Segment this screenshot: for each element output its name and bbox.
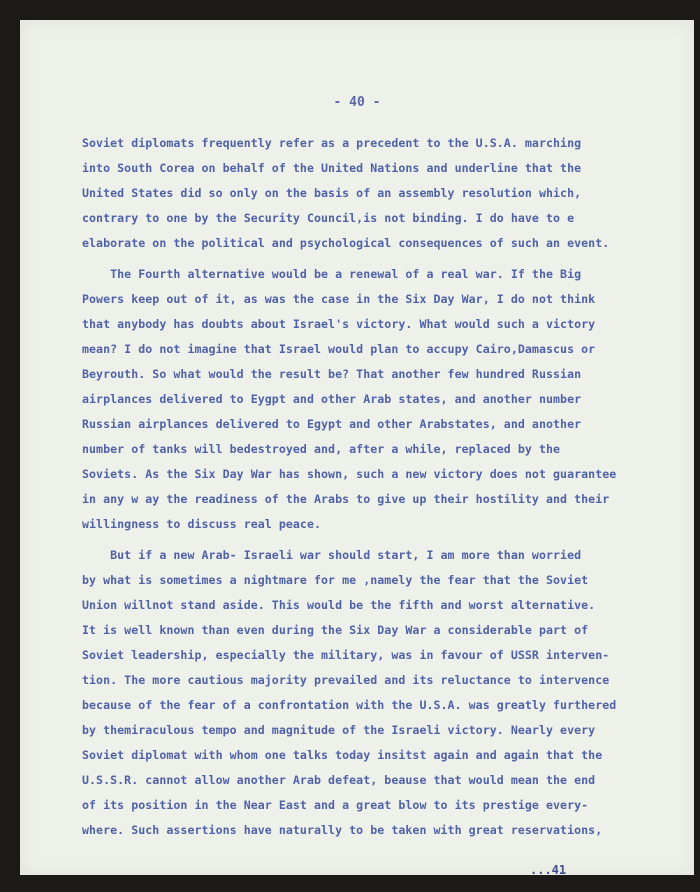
text-line: number of tanks will bedestroyed and, after a while, replaced by the	[82, 442, 561, 456]
text-line: of its position in the Near East and a great blow to its prestige every-	[82, 798, 589, 812]
text-line: But if a new Arab- Israeli war should start, I am more than worried	[82, 548, 582, 562]
text-line: Soviet diplomats frequently refer as a precedent to the U.S.A. marching	[82, 136, 582, 150]
text-line: elaborate on the political and psychological consequences of such an event.	[82, 236, 610, 250]
typewritten-page	[20, 20, 694, 875]
text-line: by what is sometimes a nightmare for me ,namely the fear that the Soviet	[82, 573, 589, 587]
body-text	[82, 131, 694, 843]
text-line: It is well known than even during the Six Day War a considerable part of	[82, 623, 589, 637]
text-line: that anybody has doubts about Israel's victory. What would such a victory	[82, 317, 596, 331]
text-line: Russian airplances delivered to Egypt and other Arabstates, and another	[82, 417, 582, 431]
text-line: Powers keep out of it, as was the case in the Six Day War, I do not think	[82, 292, 596, 306]
text-line: Soviets. As the Six Day War has shown, such a new victory does not guarantee	[82, 467, 617, 481]
text-line: Beyrouth. So what would the result be? That another few hundred Russian	[82, 367, 582, 381]
text-line: airplances delivered to Eygpt and other Arab states, and another number	[82, 392, 582, 406]
text-line: U.S.S.R. cannot allow another Arab defeat, beause that would mean the end	[82, 773, 596, 787]
text-line: mean? I do not imagine that Israel would plan to accupy Cairo,Damascus or	[82, 342, 596, 356]
text-line: into South Corea on behalf of the United Nations and underline that the	[82, 161, 582, 175]
text-line: contrary to one by the Security Council,is not binding. I do have to e	[82, 211, 575, 225]
text-line: The Fourth alternative would be a renewal of a real war. If the Big	[82, 267, 582, 281]
text-line: because of the fear of a confrontation with the U.S.A. was greatly furthered	[82, 698, 617, 712]
text-line: by themiraculous tempo and magnitude of the Israeli victory. Nearly every	[82, 723, 596, 737]
text-line: Soviet diplomat with whom one talks today insitst again and again that the	[82, 748, 603, 762]
text-line: in any w ay the readiness of the Arabs to give up their hostility and their	[82, 492, 610, 506]
text-line: tion. The more cautious majority prevailed and its reluctance to intervence	[82, 673, 610, 687]
text-line: where. Such assertions have naturally to be taken with great reservations,	[82, 823, 603, 837]
text-line: Union willnot stand aside. This would be the fifth and worst alternative.	[82, 598, 596, 612]
text-line: willingness to discuss real peace.	[82, 517, 322, 531]
page-number: - 40 -	[333, 95, 381, 110]
text-line: Soviet leadership, especially the military, was in favour of USSR interven-	[82, 648, 610, 662]
continuation-marker: ...41	[530, 863, 567, 877]
text-line: United States did so only on the basis of an assembly resolution which,	[82, 186, 582, 200]
